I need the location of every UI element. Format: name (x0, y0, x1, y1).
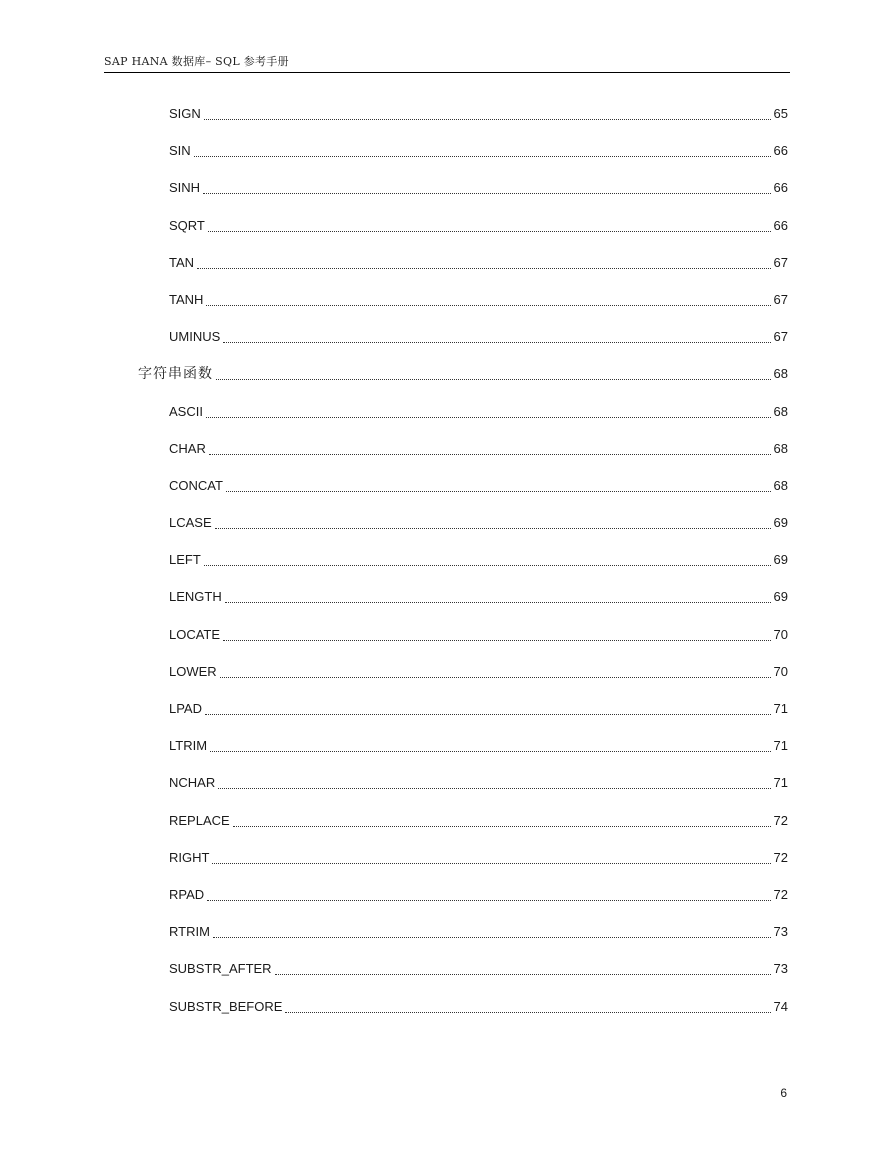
toc-entry-label: LOCATE (169, 626, 221, 642)
toc-dot-leader (197, 254, 770, 269)
toc-entry-page: 67 (773, 329, 788, 345)
toc-entry-page: 66 (773, 180, 788, 196)
toc-entry-page: 69 (773, 515, 788, 531)
toc-entry-page: 68 (773, 366, 788, 382)
toc-entry-page: 69 (773, 589, 788, 605)
toc-entry[interactable] (169, 403, 788, 440)
toc-entry-label: LPAD (169, 701, 202, 716)
toc-entry[interactable] (169, 514, 788, 551)
toc-dot-leader (225, 588, 771, 603)
toc-entry[interactable] (169, 663, 788, 700)
toc-entry[interactable] (169, 477, 788, 514)
toc-entry[interactable] (169, 923, 788, 960)
toc-entry-page: 66 (773, 217, 788, 233)
toc-dot-leader (223, 626, 770, 641)
toc-entry[interactable] (169, 886, 788, 923)
toc-entry-page: 73 (773, 961, 788, 977)
toc-dot-leader (203, 179, 770, 194)
toc-entry-label: ASCII (169, 403, 203, 419)
toc-dot-leader (208, 217, 771, 232)
toc-entry-page: 67 (773, 254, 788, 270)
toc-entry[interactable] (169, 142, 788, 179)
toc-entry[interactable] (169, 217, 788, 254)
toc-entry[interactable] (169, 551, 788, 588)
toc-dot-leader (223, 328, 770, 343)
toc-entry-label: NCHAR (169, 775, 216, 791)
toc-entry-page: 72 (773, 812, 788, 828)
toc-entry-label: LCASE (169, 515, 212, 531)
toc-entry-label: REPLACE (169, 812, 230, 828)
toc-entry-label: SQRT (169, 217, 205, 233)
toc-entry-label: LTRIM (169, 738, 208, 754)
toc-dot-leader (194, 142, 771, 157)
toc-entry-page: 69 (773, 552, 788, 568)
toc-entry-label: RTRIM (169, 924, 210, 940)
toc-entry[interactable] (169, 291, 788, 328)
toc-dot-leader (218, 774, 770, 789)
toc-entry-page: 70 (773, 626, 788, 642)
toc-entry[interactable] (169, 774, 788, 811)
toc-entry-page: 71 (773, 775, 788, 791)
toc-dot-leader (233, 812, 771, 827)
toc-dot-leader (204, 105, 771, 120)
toc-dot-leader (215, 514, 771, 529)
toc-entry-label: LOWER (169, 663, 217, 679)
toc-dot-leader (204, 551, 771, 566)
toc-entry-label: TANH (169, 291, 204, 307)
toc-entry-page: 68 (773, 440, 788, 456)
toc-entry-page: 67 (773, 291, 788, 307)
toc-entry[interactable] (169, 328, 788, 365)
table-of-contents (0, 105, 893, 1035)
toc-entry[interactable] (169, 440, 788, 477)
toc-entry-page: 71 (773, 738, 788, 754)
toc-dot-leader (207, 886, 770, 901)
toc-dot-leader (209, 440, 771, 455)
toc-entry[interactable] (169, 998, 788, 1035)
toc-entry-page: 73 (773, 924, 788, 940)
toc-dot-leader (285, 998, 770, 1013)
toc-entry-page: 66 (773, 143, 788, 159)
toc-dot-leader (216, 365, 771, 380)
toc-entry-page: 72 (773, 849, 788, 865)
toc-entry-label: SUBSTR_AFTER (169, 961, 272, 977)
toc-entry[interactable] (169, 626, 788, 663)
toc-dot-leader (275, 960, 771, 975)
toc-entry-page: 70 (773, 663, 788, 679)
toc-entry-label: CHAR (169, 440, 206, 456)
page-header (104, 52, 790, 73)
toc-entry-label: CONCAT (169, 477, 223, 493)
toc-entry[interactable] (169, 179, 788, 216)
toc-entry-label: SUBSTR_BEFORE (169, 998, 283, 1014)
toc-entry-label: 字符串函数 (138, 366, 213, 383)
toc-entry-label: LEFT (169, 552, 201, 568)
toc-entry[interactable] (169, 254, 788, 291)
toc-dot-leader (220, 663, 771, 678)
toc-dot-leader (206, 291, 770, 306)
toc-entry-label: LENGTH (169, 589, 222, 605)
toc-entry-page: 65 (773, 106, 788, 121)
toc-dot-leader (206, 403, 771, 418)
toc-entry-page: 72 (773, 886, 788, 902)
toc-dot-leader (210, 737, 770, 752)
toc-entry-page: 74 (773, 998, 788, 1014)
toc-entry[interactable] (169, 105, 788, 142)
toc-entry-label: RPAD (169, 886, 205, 902)
toc-entry-label: SINH (169, 180, 201, 196)
toc-section-entry[interactable] (138, 365, 788, 402)
toc-entry-label: UMINUS (169, 329, 221, 345)
toc-entry-page: 71 (773, 701, 788, 716)
header-title: SAP HANA 数据库– SQL 参考手册 (104, 55, 289, 68)
toc-entry[interactable] (169, 700, 788, 737)
toc-entry[interactable] (169, 849, 788, 886)
toc-entry-page: 68 (773, 477, 788, 493)
toc-entry-label: RIGHT (169, 849, 210, 865)
toc-entry-label: SIN (169, 143, 191, 159)
page-number: 6 (780, 1086, 787, 1100)
toc-entry-label: SIGN (169, 106, 201, 121)
toc-entry-page: 68 (773, 403, 788, 419)
toc-entry-label: TAN (169, 254, 195, 270)
toc-dot-leader (212, 849, 770, 864)
toc-entry[interactable] (169, 812, 788, 849)
toc-dot-leader (213, 923, 771, 938)
toc-entry[interactable] (169, 960, 788, 997)
toc-entry[interactable] (169, 588, 788, 625)
toc-dot-leader (205, 700, 771, 715)
toc-dot-leader (226, 477, 771, 492)
toc-entry[interactable] (169, 737, 788, 774)
